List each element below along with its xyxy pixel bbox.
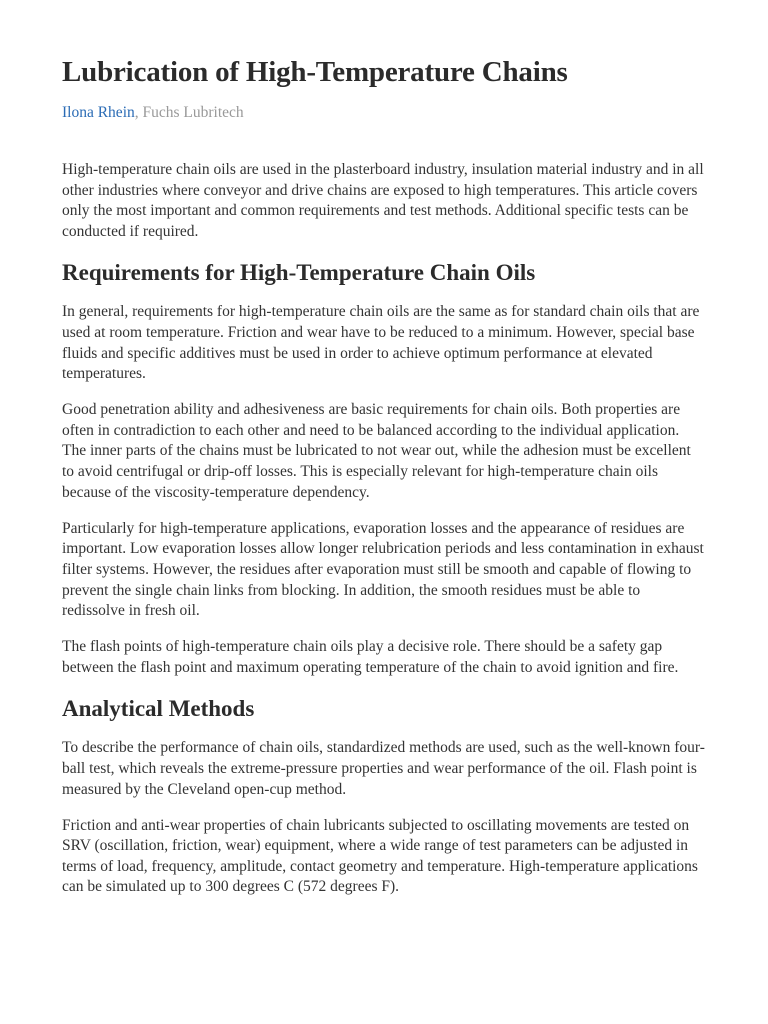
requirements-paragraph-4: The flash points of high-temperature chain oils play a decisive role. There should be a safety gap between the flash point and maximum operating temperature of the chain to avoid ignition and fire. — [62, 638, 679, 676]
author-link[interactable]: Ilona Rhein — [62, 104, 135, 121]
intro-paragraph: High-temperature chain oils are used in the plasterboard industry, insulation material industry and in all other industries where conveyor and drive chains are exposed to high temperatures. This article covers only the most important and common requirements and test methods. Additional specific tests can be conducted if required. — [62, 161, 704, 240]
requirements-paragraph-1: In general, requirements for high-temperature chain oils are the same as for standard chain oils that are used at room temperature. Friction and wear have to be reduced to a minimum. However, special base fluids and specific additives must be used in order to achieve optimum performance at elevated temperatures. — [62, 303, 700, 383]
article-title: Lubrication of High-Temperature Chains — [62, 56, 568, 88]
section-heading-analytical-methods: Analytical Methods — [62, 696, 255, 722]
methods-paragraph-2: Friction and anti-wear properties of chain lubricants subjected to oscillating movements are tested on SRV (oscillation, friction, wear) equipment, where a wide range of test parameters can be adjusted in terms of load, frequency, amplitude, contact geometry and temperature. High-temperature applications can be simulated up to 300 degrees C (572 degrees F). — [62, 816, 698, 896]
byline-separator: , — [134, 104, 139, 121]
requirements-paragraph-3: Particularly for high-temperature applications, evaporation losses and the appearance of residues are important. Low evaporation losses allow longer relubrication periods and less contamination in exhaust filter systems. However, the residues after evaporation must still be smooth and capable of flowing to prevent the single chain links from blocking. In addition, the smooth residues must be able to redissolve in fresh oil. — [62, 519, 704, 620]
byline — [62, 102, 706, 124]
section-heading-requirements: Requirements for High-Temperature Chain Oils — [62, 260, 536, 286]
requirements-paragraph-2: Good penetration ability and adhesiveness are basic requirements for chain oils. Both properties are often in contradiction to each other and need to be balanced according to the individual application. The inner parts of the chains must be lubricated to not wear out, while the adhesion must be excellent to avoid centrifugal or drip-off losses. This is especially relevant for high-temperature chain oils because of the viscosity-temperature dependency. — [62, 401, 691, 501]
company-name: Fuchs Lubritech — [142, 104, 244, 121]
methods-paragraph-1: To describe the performance of chain oils, standardized methods are used, such as the well-known four-ball test, which reveals the extreme-pressure properties and wear performance of the oil. Flash point is measured by the Cleveland open-cup method. — [62, 739, 705, 798]
